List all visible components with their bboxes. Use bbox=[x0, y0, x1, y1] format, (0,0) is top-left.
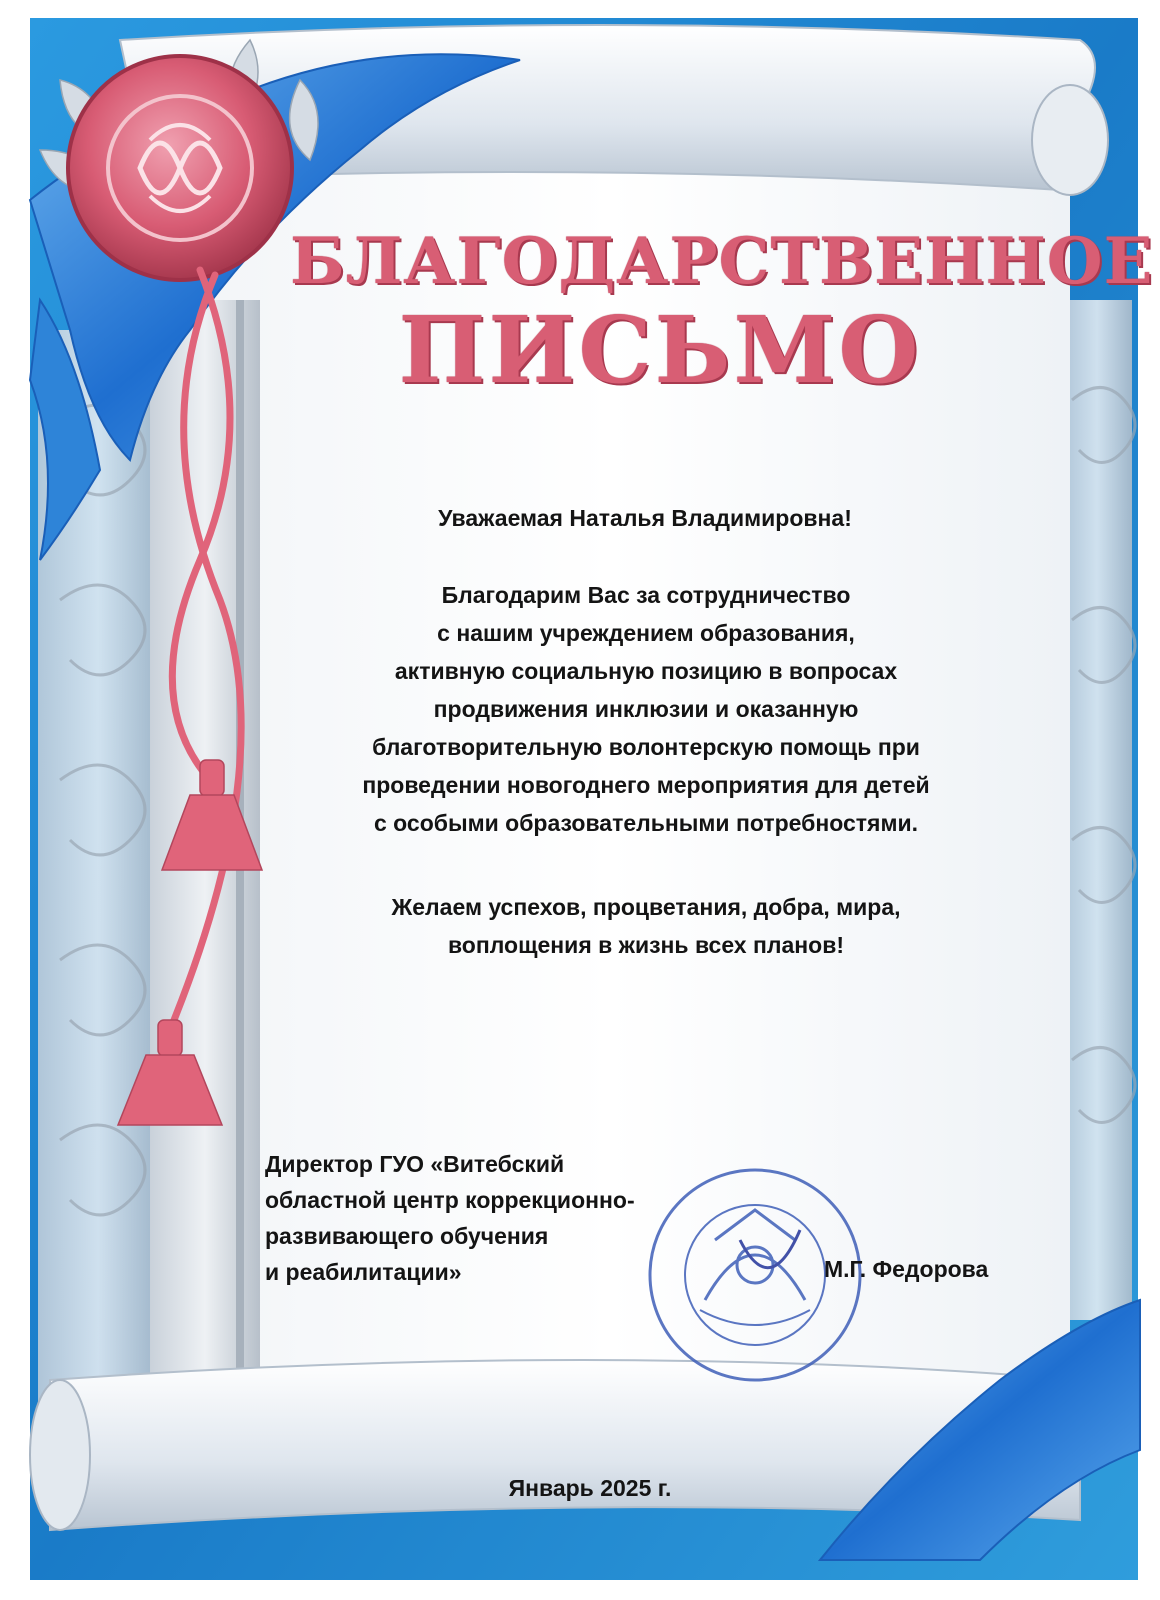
signature-title-line: и реабилитации» bbox=[265, 1259, 462, 1285]
body-line: активную социальную позицию в вопросах bbox=[394, 658, 898, 684]
body-line: с нашим учреждением образования, bbox=[437, 620, 855, 646]
body-line: проведении новогоднего мероприятия для детей bbox=[362, 772, 930, 798]
top-roll-end bbox=[1032, 85, 1108, 195]
letter-body bbox=[276, 576, 1016, 842]
wishes-line: Желаем успехов, процветания, добра, мира, bbox=[391, 894, 901, 920]
signature-title-line: Директор ГУО «Витебский bbox=[265, 1151, 565, 1177]
signatory-name: М.Г. Федорова bbox=[824, 1256, 989, 1282]
bottom-roll-end bbox=[30, 1380, 90, 1530]
body-line: с особыми образовательными потребностями. bbox=[374, 810, 918, 836]
signature-title-line: развивающего обучения bbox=[265, 1223, 549, 1249]
body-line: Благодарим Вас за сотрудничество bbox=[441, 582, 851, 608]
signature-title-line: областной центр коррекционно- bbox=[265, 1187, 635, 1213]
wax-seal bbox=[68, 56, 292, 280]
salutation: Уважаемая Наталья Владимировна! bbox=[438, 505, 852, 531]
letter-title-line-2: ПИСЬМО bbox=[398, 296, 922, 404]
wishes-line: воплощения в жизнь всех планов! bbox=[447, 932, 845, 958]
letter-title-line-1: БЛАГОДАРСТВЕННОЕ bbox=[290, 224, 1154, 299]
body-line: продвижения инклюзии и оказанную bbox=[433, 696, 859, 722]
wishes bbox=[276, 888, 1016, 964]
signature-block bbox=[265, 1146, 685, 1290]
body-line: благотворительную волонтерскую помощь при bbox=[372, 734, 920, 760]
letter-date: Январь 2025 г. bbox=[508, 1475, 672, 1501]
